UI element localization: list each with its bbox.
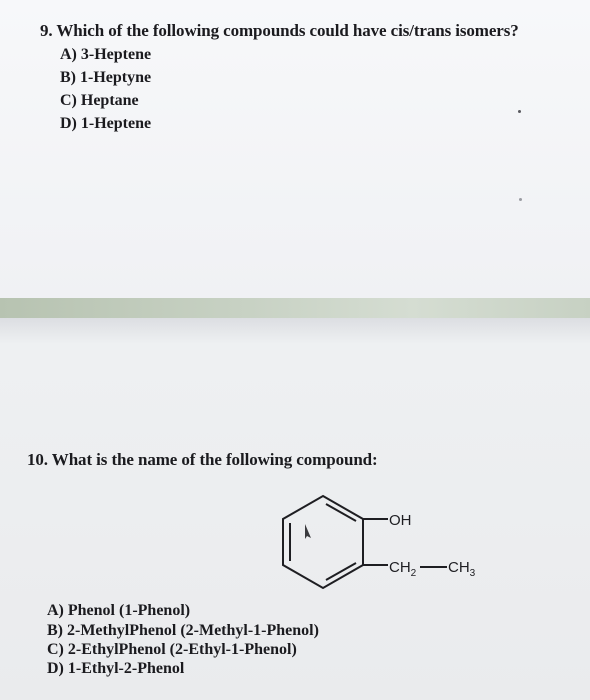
ch3-label: $CH_3$ xyxy=(448,559,476,579)
ch2-label: $CH_2$ xyxy=(389,559,417,579)
question-9-option-a: A) 3-Heptene xyxy=(60,46,152,63)
question-9-text: 9. Which of the following compounds could have cis/trans isomers? xyxy=(40,21,519,40)
question-10-text: 10. What is the name of the following compound: xyxy=(27,450,378,469)
question-10-option-d: D) 1-Ethyl-2-Phenol xyxy=(47,660,185,677)
question-10-option-b: B) 2-MethylPhenol (2-Methyl-1-Phenol) xyxy=(47,622,319,639)
page-fold-shadow xyxy=(0,318,590,344)
question-9-option-b: B) 1-Heptyne xyxy=(60,69,152,86)
page-fold-band xyxy=(0,298,590,318)
question-10-option-c: C) 2-EthylPhenol (2-Ethyl-1-Phenol) xyxy=(47,641,297,658)
hydroxyl-group-label: OH xyxy=(389,512,412,529)
question-10-option-a: A) Phenol (1-Phenol) xyxy=(47,602,191,619)
dust-speck xyxy=(519,198,522,201)
question-9-option-d: D) 1-Heptene xyxy=(60,115,152,132)
dust-speck xyxy=(518,110,521,113)
question-9-option-c: C) Heptane xyxy=(60,92,139,109)
benzene-ring xyxy=(283,496,363,588)
cursor-arrow-icon xyxy=(305,524,311,539)
benzene-structure-diagram xyxy=(260,490,500,600)
